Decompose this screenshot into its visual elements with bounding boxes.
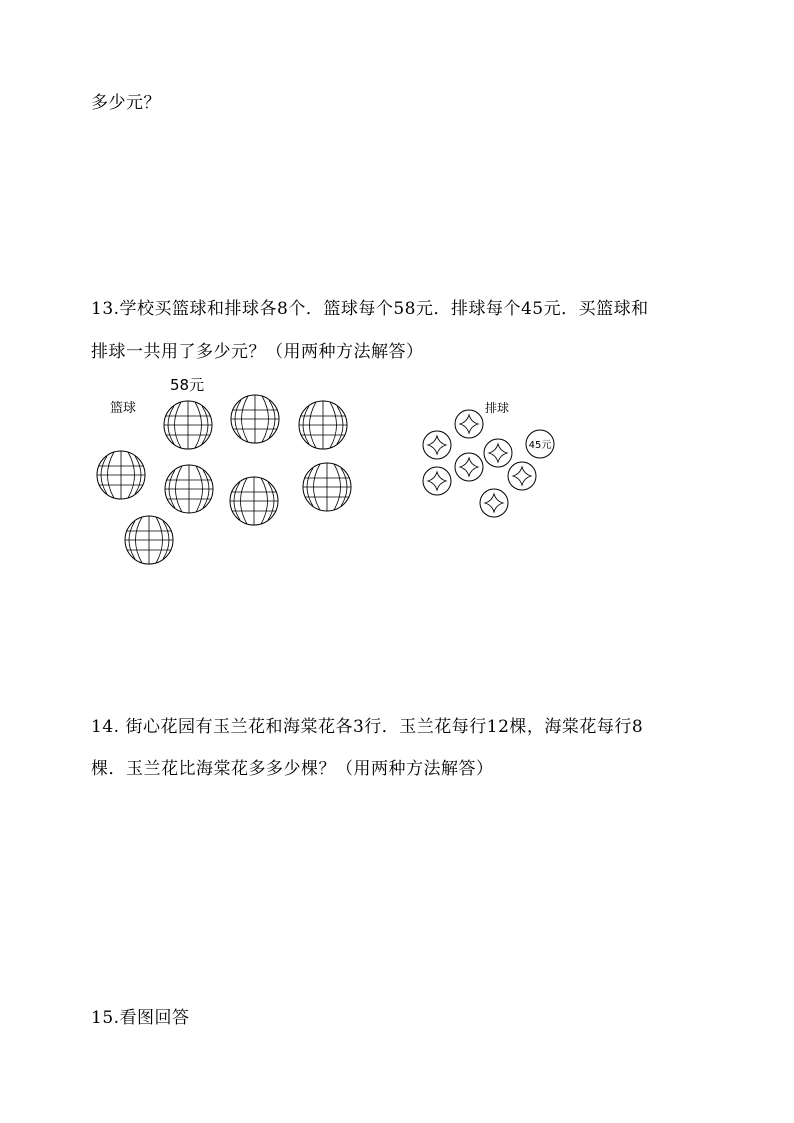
volleyball-icon [484,439,512,467]
basketball-icon [97,451,145,499]
basketball-price-label: 58元 [170,376,205,394]
volleyball-icon [423,467,451,495]
question-15-title: 15.看图回答 [91,1008,190,1028]
question-13-line-2: 排球一共用了多少元？（用两种方法解答） [91,342,424,362]
question-14-line-2: 棵．玉兰花比海棠花多多少棵？（用两种方法解答） [91,759,494,779]
volleyball-price-label: 45元 [528,440,552,451]
volleyball-icon [508,462,536,490]
question-12-continuation: 多少元？ [91,93,161,113]
basketball-label: 篮球 [110,401,137,416]
basketball-icon [299,401,347,449]
question-14-line-1: 14. 街心花园有玉兰花和海棠花各3行．玉兰花每行12棵，海棠花每行8 [91,717,644,737]
basketball-icon [231,395,279,443]
volleyball-icon [455,453,483,481]
basketball-icon [230,477,278,525]
question-13-line-1: 13.学校买篮球和排球各8个．篮球每个58元．排球每个45元．买篮球和 [91,299,649,319]
volleyball-icon [480,489,508,517]
volleyball-icon [423,431,451,459]
volleyball-label: 排球 [485,401,510,415]
basketball-icon [165,465,213,513]
volleyball-price-tag [526,430,554,458]
basketball-icon [164,401,212,449]
basketball-icon [125,516,173,564]
basketball-icon [303,463,351,511]
volleyball-icon [455,410,483,438]
